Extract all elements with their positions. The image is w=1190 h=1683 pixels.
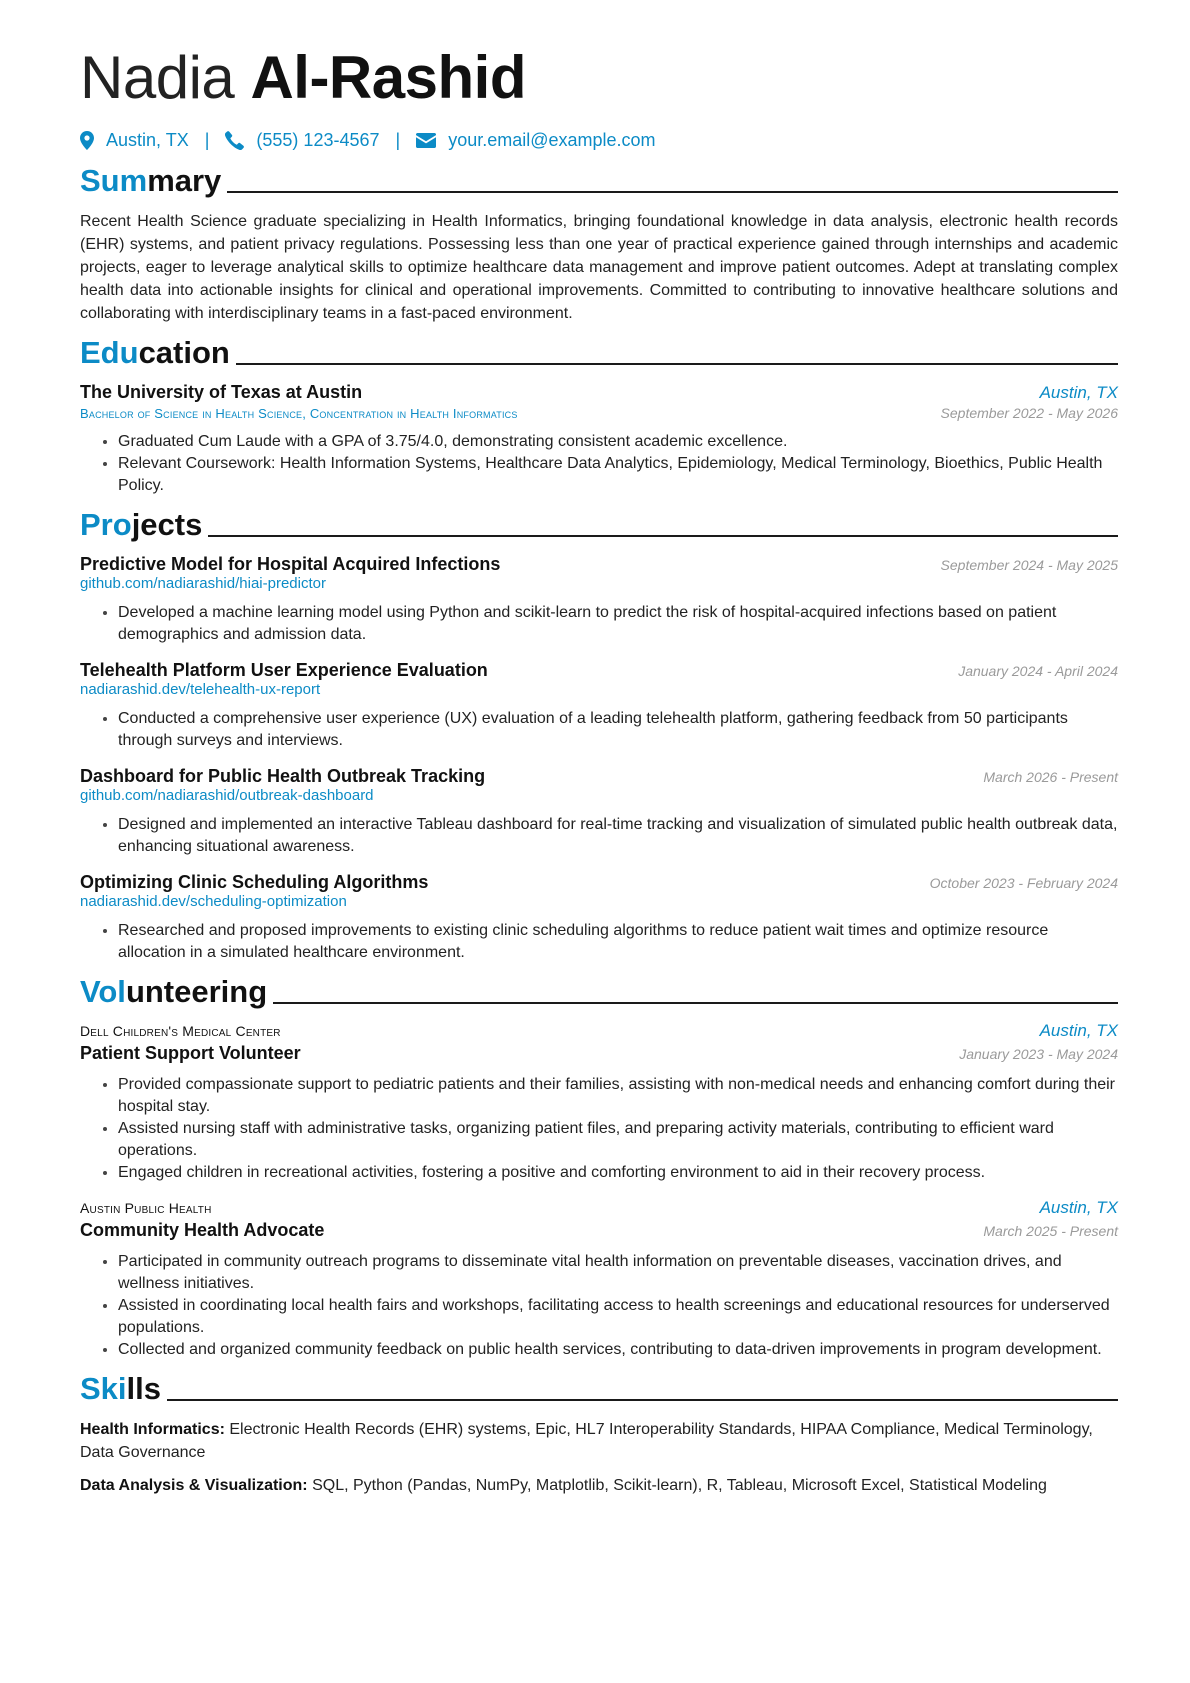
organization-name: Dell Children's Medical Center	[80, 1023, 281, 1039]
volunteer-dates: January 2023 - May 2024	[959, 1046, 1118, 1062]
school-name: The University of Texas at Austin	[80, 382, 363, 402]
section-title	[80, 337, 230, 368]
section-rule	[167, 1399, 1118, 1401]
volunteer-entry	[80, 1198, 1118, 1361]
title-rest: cation	[138, 335, 230, 370]
title-rest: lls	[126, 1371, 161, 1406]
bullet-item: • Relevant Coursework: Health Information Systems, Healthcare Data Analytics, Epidemiology, Medical Terminology, Bioethics, Public Health Policy.	[118, 453, 1118, 497]
bullet-item: • Assisted in coordinating local health fairs and workshops, facilitating access to health screenings and educational resources for underserved populations.	[118, 1295, 1118, 1339]
title-accent: Sum	[80, 163, 148, 198]
summary-text: Recent Health Science graduate specializing in Health Informatics, bringing foundational knowledge in data analysis, electronic health records (EHR) systems, and patient privacy regulations. Possessing less than one year of practical experience gained through internships and academic projects, eager to leverage analytical skills to optimize healthcare data management and improve patient outcomes. Adept at translating complex health data into actionable insights for clinical and operational improvements. Committed to contributing to innovative healthcare solutions and collaborating with interdisciplinary teams in a fast-paced environment.	[80, 213, 1118, 322]
title-accent: Vol	[80, 974, 126, 1009]
bullet-item: • Participated in community outreach programs to disseminate vital health information on preventable diseases, vaccination drives, and wellness initiatives.	[118, 1251, 1118, 1295]
location-text: Austin, TX	[106, 130, 189, 150]
title-rest: unteering	[125, 974, 268, 1009]
section-rule	[227, 191, 1118, 193]
contact-phone	[225, 130, 379, 151]
project-dates: September 2024 - May 2025	[940, 557, 1118, 573]
project-bullets	[80, 920, 1118, 964]
project-bullets	[80, 708, 1118, 752]
degree: Bachelor of Science in Health Science, Concentration in Health Informatics	[80, 406, 518, 421]
organization-location: Austin, TX	[1039, 1021, 1118, 1040]
volunteer-bullets	[80, 1251, 1118, 1361]
title-accent: Edu	[80, 335, 139, 370]
skills-heading	[80, 1373, 1118, 1404]
project-bullets	[80, 602, 1118, 646]
title-rest: jects	[131, 507, 203, 542]
skill-line	[80, 1418, 1118, 1464]
section-rule	[273, 1002, 1118, 1004]
section-title	[80, 976, 267, 1007]
project-link[interactable]: nadiarashid.dev/telehealth-ux-report	[80, 681, 321, 698]
skill-label: Data Analysis & Visualization:	[80, 1477, 308, 1494]
project-entry	[80, 872, 1118, 964]
bullet-item: • Graduated Cum Laude with a GPA of 3.75/4.0, demonstrating consistent academic excellence.	[118, 431, 1118, 453]
project-link[interactable]: github.com/nadiarashid/outbreak-dashboard	[80, 787, 374, 804]
bullet-item: • Engaged children in recreational activities, fostering a positive and comforting environment to aid in their recovery process.	[118, 1162, 1118, 1184]
project-link[interactable]: nadiarashid.dev/scheduling-optimization	[80, 893, 347, 910]
section-title	[80, 509, 202, 540]
project-title: Telehealth Platform User Experience Evaluation	[80, 660, 488, 680]
projects-heading	[80, 509, 1118, 540]
bullet-item: • Conducted a comprehensive user experience (UX) evaluation of a leading telehealth platform, gathering feedback from 50 participants through surveys and interviews.	[118, 708, 1118, 752]
contact-location	[80, 130, 189, 151]
bullet-item: • Collected and organized community feedback on public health services, contributing to data-driven improvements in program development.	[118, 1339, 1118, 1361]
skill-value: Electronic Health Records (EHR) systems, Epic, HL7 Interoperability Standards, HIPAA Compliance, Medical Terminology, Data Governance	[80, 1421, 1093, 1461]
bullet-item: • Provided compassionate support to pediatric patients and their families, assisting with non-medical needs and enhancing comfort during their hospital stay.	[118, 1074, 1118, 1118]
section-rule	[236, 363, 1118, 365]
project-entry	[80, 554, 1118, 646]
contact-bar	[80, 130, 1118, 151]
contact-email[interactable]	[416, 130, 655, 151]
organization-name: Austin Public Health	[80, 1200, 212, 1216]
project-title: Predictive Model for Hospital Acquired Infections	[80, 554, 501, 574]
project-entry	[80, 660, 1118, 752]
skill-line	[80, 1474, 1118, 1497]
bullet-item: • Assisted nursing staff with administrative tasks, organizing patient files, and preparing activity materials, contributing to efficient ward operations.	[118, 1118, 1118, 1162]
volunteer-dates: March 2025 - Present	[983, 1223, 1118, 1239]
project-entry	[80, 766, 1118, 858]
volunteer-role: Patient Support Volunteer	[80, 1043, 301, 1063]
bullet-item: • Developed a machine learning model using Python and scikit-learn to predict the risk of hospital-acquired infections based on patient demographics and admission data.	[118, 602, 1118, 646]
skill-label: Health Informatics:	[80, 1421, 225, 1438]
title-accent: Ski	[80, 1371, 127, 1406]
skill-value: SQL, Python (Pandas, NumPy, Matplotlib, Scikit-learn), R, Tableau, Microsoft Excel, Statistical Modeling	[312, 1477, 1047, 1494]
project-title: Dashboard for Public Health Outbreak Tracking	[80, 766, 486, 786]
volunteer-bullets	[80, 1074, 1118, 1184]
first-name: Nadia	[80, 44, 235, 111]
candidate-name	[80, 0, 1118, 111]
phone-icon	[225, 131, 244, 150]
project-link[interactable]: github.com/nadiarashid/hiai-predictor	[80, 575, 326, 592]
contact-separator: |	[204, 130, 210, 150]
contact-separator: |	[395, 130, 401, 150]
title-accent: Pro	[80, 507, 132, 542]
project-bullets	[80, 814, 1118, 858]
summary-heading	[80, 165, 1118, 196]
education-dates: September 2022 - May 2026	[940, 405, 1118, 421]
section-rule	[208, 535, 1118, 537]
education-bullets	[80, 431, 1118, 497]
bullet-item: • Researched and proposed improvements to existing clinic scheduling algorithms to reduce patient wait times and optimize resource allocation in a simulated healthcare environment.	[118, 920, 1118, 964]
section-title	[80, 165, 221, 196]
map-pin-icon	[80, 131, 94, 150]
volunteer-role: Community Health Advocate	[80, 1220, 325, 1240]
email-text[interactable]: your.email@example.com	[448, 130, 656, 150]
organization-location: Austin, TX	[1039, 1198, 1118, 1217]
school-location: Austin, TX	[1039, 383, 1118, 402]
title-rest: mary	[147, 163, 222, 198]
project-dates: October 2023 - February 2024	[929, 875, 1118, 891]
envelope-icon	[416, 133, 436, 148]
phone-text: (555) 123-4567	[256, 130, 380, 150]
bullet-item: • Designed and implemented an interactive Tableau dashboard for real-time tracking and visualization of simulated public health outbreak data, enhancing situational awareness.	[118, 814, 1118, 858]
education-heading	[80, 337, 1118, 368]
education-entry	[80, 382, 1118, 497]
project-dates: January 2024 - April 2024	[958, 663, 1118, 679]
project-title: Optimizing Clinic Scheduling Algorithms	[80, 872, 429, 892]
project-dates: March 2026 - Present	[983, 769, 1118, 785]
section-title	[80, 1373, 161, 1404]
volunteering-heading	[80, 976, 1118, 1007]
volunteer-entry	[80, 1021, 1118, 1184]
last-name: Al-Rashid	[250, 44, 526, 111]
